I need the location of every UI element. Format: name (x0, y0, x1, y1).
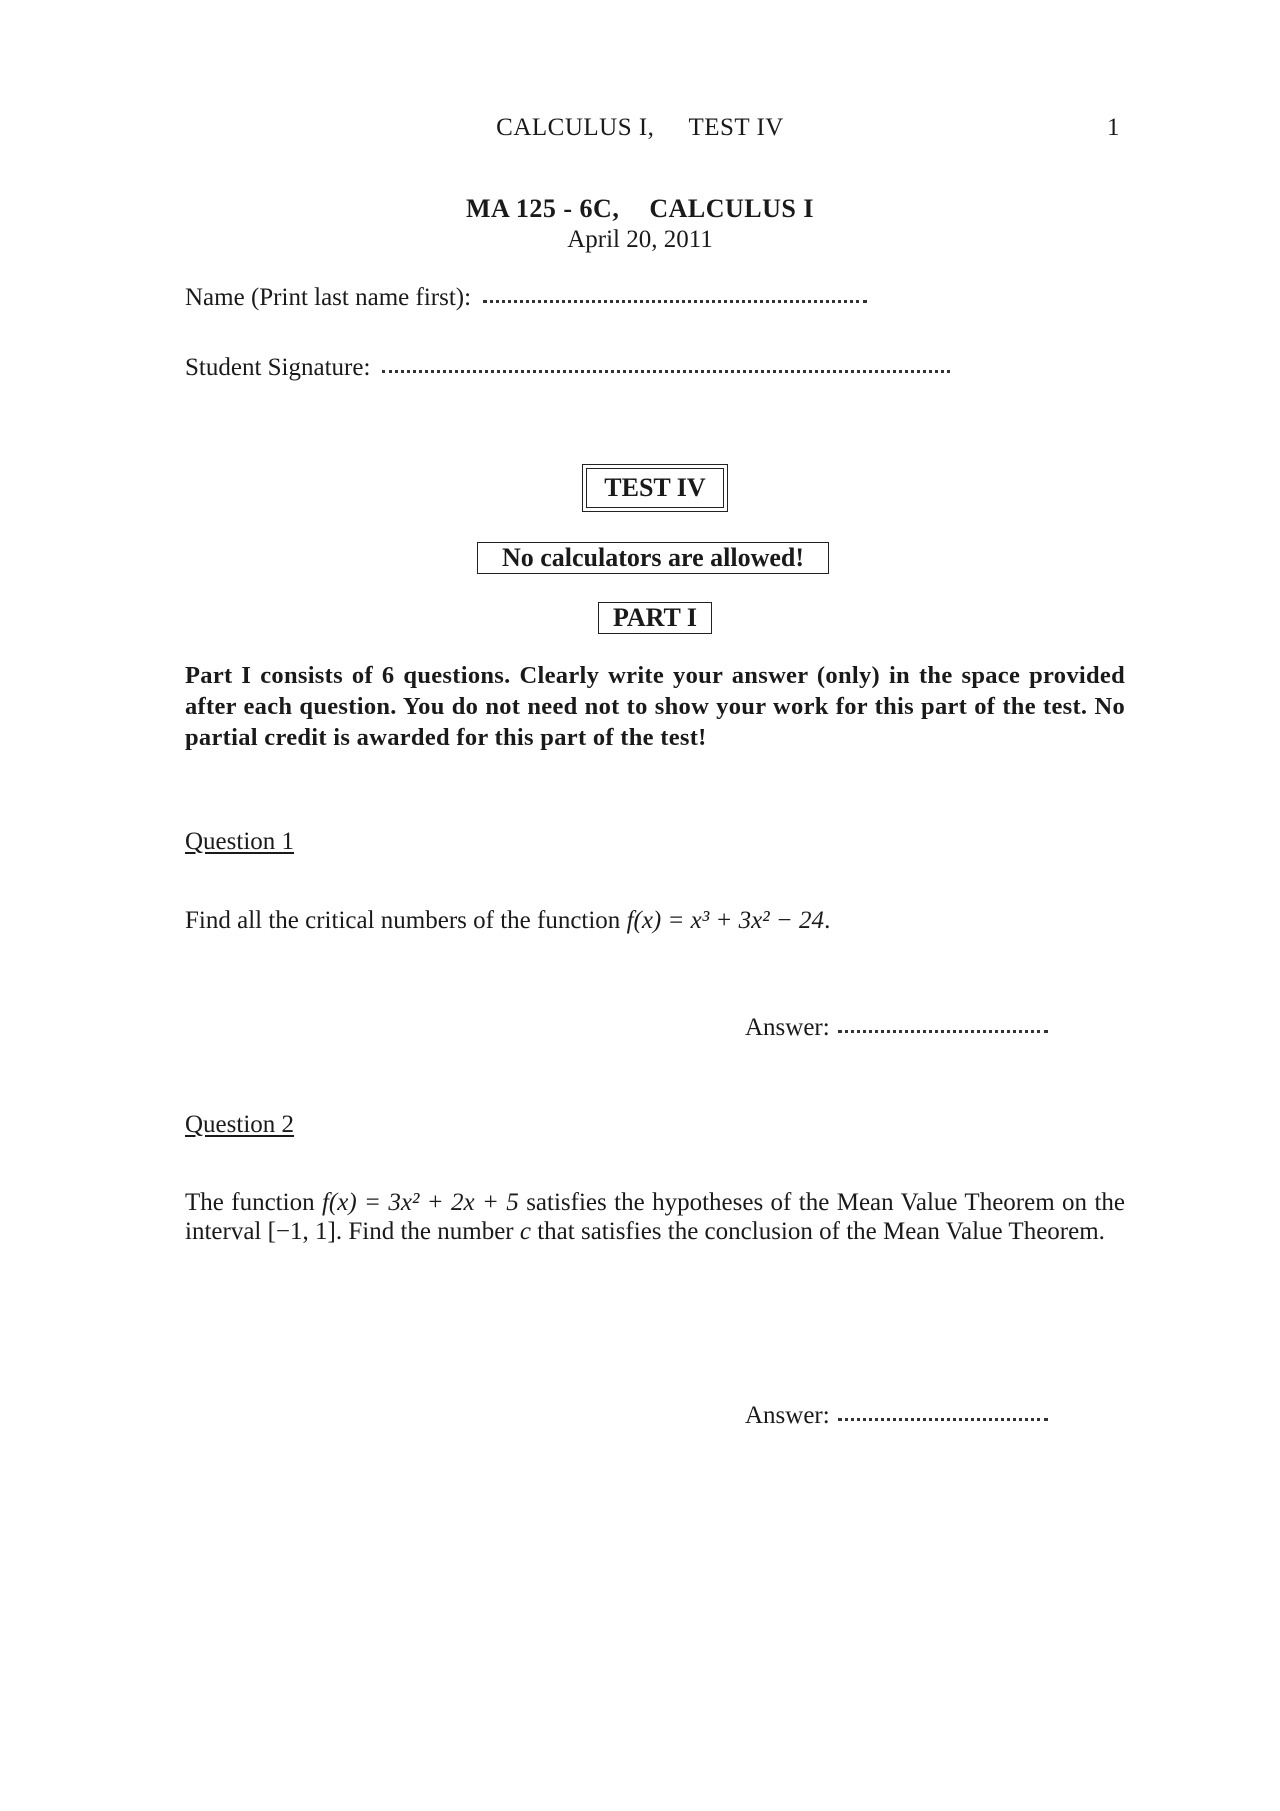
course-code: MA 125 - 6C, (466, 194, 620, 223)
name-dotted-line[interactable] (483, 300, 867, 303)
question-2-text-part2: satisfies the hypotheses of the Mean Value Theorem on the interval (185, 1189, 1125, 1245)
question-1-heading: Question 1 (185, 828, 295, 855)
page-number: 1 (1107, 114, 1120, 141)
test-title: TEST IV (586, 468, 724, 508)
question-2-text-part4: that satisfies the conclusion of the Mean Value Theorem. (530, 1218, 1105, 1245)
signature-field[interactable] (185, 354, 950, 382)
answer-dotted-line[interactable] (838, 1418, 1048, 1421)
answer-label: Answer: (745, 1402, 830, 1429)
question-2-text-part3: . Find the number (335, 1218, 520, 1245)
question-1-text-after: . (824, 907, 831, 934)
running-header (0, 114, 1280, 142)
signature-dotted-line[interactable] (382, 370, 950, 373)
question-2-answer[interactable] (745, 1402, 1048, 1430)
question-1-answer[interactable] (745, 1014, 1048, 1042)
question-2-math-interval: [−1, 1] (267, 1218, 336, 1245)
signature-label: Student Signature: (185, 354, 371, 381)
exam-date: April 20, 2011 (567, 226, 713, 253)
question-2-heading: Question 2 (185, 1111, 295, 1138)
question-1-text-before: Find all the critical numbers of the function (185, 907, 627, 934)
question-2-math-c: c (519, 1218, 531, 1245)
name-field[interactable] (185, 284, 867, 312)
header-course: CALCULUS I, (496, 114, 655, 141)
question-2-text (185, 1188, 1125, 1246)
question-2-text-part1: The function (185, 1189, 322, 1216)
question-2-math-function: f(x) = 3x² + 2x + 5 (321, 1189, 519, 1216)
name-label: Name (Print last name first): (185, 284, 472, 311)
question-1-text (185, 906, 1125, 935)
answer-label: Answer: (745, 1014, 830, 1041)
question-1-math: f(x) = x³ + 3x² − 24 (626, 907, 825, 934)
no-calculators-notice: No calculators are allowed! (477, 542, 829, 574)
course-title (0, 194, 1280, 224)
part-instructions: Part I consists of 6 questions. Clearly write your answer (only) in the space provided after each question. You do not need not to show your work for this part of the test. No partial credit is awarded for this part of the test! (185, 662, 1125, 751)
course-name: CALCULUS I (649, 194, 814, 223)
test-title-box (582, 464, 728, 512)
answer-dotted-line[interactable] (838, 1030, 1048, 1033)
header-test: TEST IV (688, 114, 784, 141)
part-label-box: PART I (598, 602, 712, 634)
